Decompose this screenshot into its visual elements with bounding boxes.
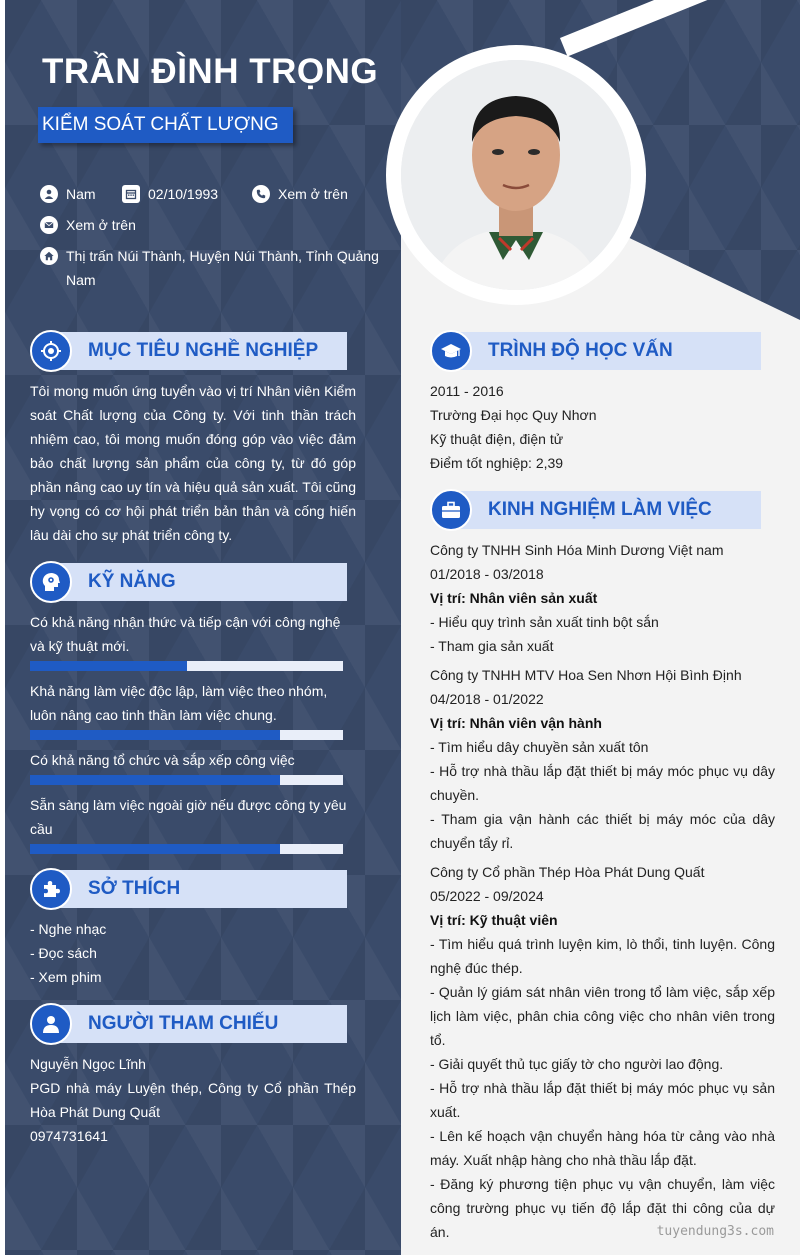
education-period: 2011 - 2016 [430,383,504,399]
dob-value: 02/10/1993 [148,186,219,202]
skill-bar-3 [30,775,343,785]
phone-icon [252,185,270,203]
candidate-name: TRẦN ĐÌNH TRỌNG [42,52,379,91]
role-badge [38,107,293,143]
education-title: TRÌNH ĐỘ HỌC VẤN [488,340,673,361]
job-1-period: 01/2018 - 03/2018 [430,566,544,582]
skill-level-1 [30,661,187,671]
avatar-frame [386,45,646,305]
job-3-task-4: - Hỗ trợ nhà thầu lắp đặt thiết bị máy móc phục vụ sản xuất. [430,1080,775,1120]
phone-value: Xem ở trên [278,186,348,202]
skill-level-3 [30,775,280,785]
skill-level-4 [30,844,280,854]
user-icon [40,185,58,203]
education-gpa: Điểm tốt nghiệp: 2,39 [430,455,564,471]
puzzle-icon [30,868,72,910]
address-value: Thị trấn Núi Thành, Huyện Núi Thành, Tỉnh Quảng Nam [66,248,379,288]
job-3-period: 05/2022 - 09/2024 [430,888,544,904]
job-3-task-5: - Lên kế hoạch vận chuyển hàng hóa từ cảng vào nhà máy. Xuất nhập hàng cho nhà thầu lắp đặt. [430,1128,775,1168]
phone-row [252,182,348,206]
skills-section-header [30,561,347,601]
hobbies-section-header [30,868,347,908]
dob-row [122,182,218,206]
skills-title: KỸ NĂNG [88,571,176,592]
email-row [40,213,136,237]
job-3-task-6: - Đăng ký phương tiện phục vụ vận chuyển, làm việc công trường phục vụ tiến độ lắp đặt thi công của dự án. [430,1176,775,1240]
job-1-task-2: - Tham gia sản xuất [430,638,554,654]
education-section-header [430,330,761,370]
email-icon [40,216,58,234]
reference-position: PGD nhà máy Luyện thép, Công ty Cổ phần Thép Hòa Phát Dung Quất [30,1080,356,1120]
reference-section-header [30,1003,347,1043]
job-3-task-1: - Tìm hiểu quá trình luyện kim, lò thổi, tinh luyện. Công nghệ đúc thép. [430,936,775,976]
email-value: Xem ở trên [66,217,136,233]
reference-name: Nguyễn Ngọc Lĩnh [30,1056,146,1072]
job-3-position-label: Vị trí: [430,912,466,928]
objective-text: Tôi mong muốn ứng tuyển vào vị trí Nhân viên Kiểm soát Chất lượng của Công ty. Với tinh thần trách nhiệm cao, tôi mong muốn đóng góp vào việc đảm bảo chất lượng sản phẩm của công ty, từ đó góp phần nâng cao uy tín và hiệu quả sản xuất. Tôi cũng hy vọng có cơ hội phát triển bản thân và cống hiến lâu dài cho sự phát triển công ty. [30,383,356,543]
skill-text-1: Có khả năng nhận thức và tiếp cận với công nghệ và kỹ thuật mới. [30,614,341,654]
job-3-company: Công ty Cổ phần Thép Hòa Phát Dung Quất [430,864,705,880]
experience-section-header [430,489,761,529]
job-1-position-row [430,586,775,610]
address-row [40,244,380,292]
reference-phone: 0974731641 [30,1128,108,1144]
role-title: KIỂM SOÁT CHẤT LƯỢNG [42,114,279,135]
job-2-period: 04/2018 - 01/2022 [430,691,544,707]
job-3-position: Kỹ thuật viên [469,912,558,928]
job-2-task-2: - Hỗ trợ nhà thầu lắp đặt thiết bị máy móc phục vụ dây chuyền. [430,763,775,803]
education-school: Trường Đại học Quy Nhơn [430,407,597,423]
objective-section-header [30,330,347,370]
education-major: Kỹ thuật điện, điện tử [430,431,564,447]
skill-level-2 [30,730,280,740]
head-gear-icon [30,561,72,603]
home-icon [40,247,58,265]
objective-title: MỤC TIÊU NGHỀ NGHIỆP [88,340,319,361]
experience-title: KINH NGHIỆM LÀM VIỆC [488,499,712,520]
job-1-company: Công ty TNHH Sinh Hóa Minh Dương Việt nam [430,542,724,558]
skill-text-2: Khả năng làm việc độc lập, làm việc theo nhóm, luôn nâng cao tinh thần làm việc chung. [30,683,328,723]
job-2-task-3: - Tham gia vận hành các thiết bị máy móc của dây chuyển tẩy rỉ. [430,811,775,851]
job-1-position-label: Vị trí: [430,590,466,606]
calendar-icon [122,185,140,203]
job-3-position-row [430,908,775,932]
target-icon [30,330,72,372]
skill-text-3: Có khả năng tổ chức và sắp xếp công việc [30,752,295,768]
skill-bar-4 [30,844,343,854]
gender-row [40,182,96,206]
job-2-company: Công ty TNHH MTV Hoa Sen Nhơn Hội Bình Định [430,667,742,683]
person-icon [30,1003,72,1045]
skill-bar-1 [30,661,343,671]
hobby-2: - Đọc sách [30,945,97,961]
hobbies-title: SỞ THÍCH [88,878,181,899]
job-2-position-label: Vị trí: [430,715,466,731]
job-1-position: Nhân viên sản xuất [469,590,598,606]
reference-title: NGƯỜI THAM CHIẾU [88,1013,279,1034]
skill-text-4: Sẵn sàng làm việc ngoài giờ nếu được công ty yêu cầu [30,797,347,837]
hobby-1: - Nghe nhạc [30,921,107,937]
job-1-task-1: - Hiểu quy trình sản xuất tinh bột sắn [430,614,659,630]
job-3-task-3: - Giải quyết thủ tục giấy tờ cho người lao động. [430,1056,724,1072]
job-2-task-1: - Tìm hiểu dây chuyền sản xuất tôn [430,739,649,755]
skill-bar-2 [30,730,343,740]
avatar [401,60,631,290]
graduation-cap-icon [430,330,472,372]
briefcase-icon [430,489,472,531]
hobby-3: - Xem phim [30,969,102,985]
gender-value: Nam [66,186,96,202]
job-2-position-row [430,711,775,735]
watermark: tuyendung3s.com [656,1224,774,1239]
job-2-position: Nhân viên vận hành [469,715,602,731]
job-3-task-2: - Quản lý giám sát nhân viên trong tổ làm việc, sắp xếp lịch làm việc, phân chia công việc cho nhân viên trong tổ. [430,984,775,1048]
